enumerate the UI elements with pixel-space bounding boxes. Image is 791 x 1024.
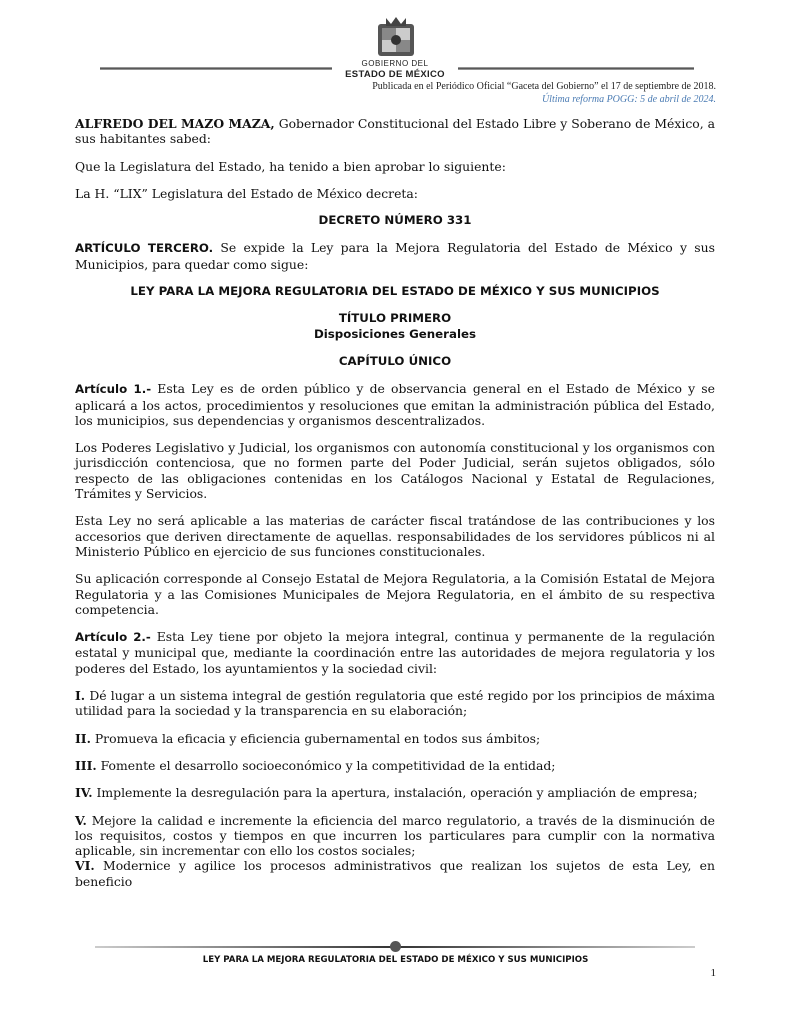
page-header bbox=[0, 0, 791, 110]
governor-paragraph: ALFREDO DEL MAZO MAZA, Gobernador Constitucional del Estado Libre y Soberano de México, a sus habitantes sabed: bbox=[75, 116, 715, 147]
government-label: GOBIERNO DEL bbox=[361, 59, 429, 68]
article-1-paragraph: Artículo 1.- Esta Ley es de orden público y de observancia general en el Estado de México y se aplicará a los actos, procedimientos y resoluciones que emitan la administración pública del Estado, los municipios, sus dependencias y organismos descentralizados. bbox=[75, 381, 715, 428]
article-1-paragraph-2: Los Poderes Legislativo y Judicial, los organismos con autonomía constitucional y los organismos con jurisdicción contenciosa, que no formen parte del Poder Judicial, serán sujetos obligados, sólo respecto de las obligaciones contenidas en los Catálogos Nacional y Estatal de Regulaciones, Trámites y Servicios. bbox=[75, 440, 715, 502]
article-2-paragraph: Artículo 2.- Esta Ley tiene por objeto la mejora integral, continua y permanente de la regulación estatal y municipal que, mediante la coordinación entre las autoridades de mejora regulatoria y los poderes del Estado, los ayuntamientos y la sociedad civil: bbox=[75, 629, 715, 676]
list-item: I. Dé lugar a un sistema integral de gestión regulatoria que esté regido por los principios de máxima utilidad para la sociedad y la transparencia en su elaboración; bbox=[75, 688, 715, 719]
decree-number: DECRETO NÚMERO 331 bbox=[318, 213, 472, 228]
list-item: IV. Implemente la desregulación para la apertura, instalación, operación y ampliación de empresa; bbox=[75, 785, 698, 801]
header-rule-left bbox=[100, 67, 332, 70]
list-item: III. Fomente el desarrollo socioeconómico y la competitividad de la entidad; bbox=[75, 757, 556, 773]
header-rule-right bbox=[458, 67, 694, 70]
last-reform-note: Última reforma POGG: 5 de abril de 2024. bbox=[541, 94, 716, 105]
legislature-paragraph: Que la Legislatura del Estado, ha tenido a bien aprobar lo siguiente: bbox=[75, 158, 506, 174]
article-2-label: Artículo 2.- bbox=[75, 630, 151, 645]
governor-name: ALFREDO DEL MAZO MAZA, bbox=[75, 116, 275, 131]
state-label: ESTADO DE MÉXICO bbox=[345, 69, 445, 80]
footer-ornament-icon bbox=[390, 941, 401, 952]
law-title: LEY PARA LA MEJORA REGULATORIA DEL ESTADO DE MÉXICO Y SUS MUNICIPIOS bbox=[130, 284, 660, 299]
page-number: 1 bbox=[710, 967, 716, 979]
title-name: Disposiciones Generales bbox=[313, 326, 477, 341]
state-seal-icon bbox=[373, 14, 419, 60]
chapter-heading: CAPÍTULO ÚNICO bbox=[338, 353, 452, 368]
document-body bbox=[75, 116, 715, 889]
list-item: II. Promueva la eficacia y eficiencia gubernamental en todos sus ámbitos; bbox=[75, 730, 541, 746]
article-1-paragraph-4: Su aplicación corresponde al Consejo Estatal de Mejora Regulatoria, a la Comisión Estatal de Mejora Regulatoria y a las Comisiones Municipales de Mejora Regulatoria, en el ámbito de su respectiva competencia. bbox=[75, 571, 715, 617]
article-1-label: Artículo 1.- bbox=[75, 382, 152, 397]
article-third-paragraph: ARTÍCULO TERCERO. Se expide la Ley para la Mejora Regulatoria del Estado de México y sus Municipios, para quedar como sigue: bbox=[75, 240, 715, 272]
footer-title: LEY PARA LA MEJORA REGULATORIA DEL ESTADO DE MÉXICO Y SUS MUNICIPIOS bbox=[202, 955, 589, 965]
decree-paragraph: La H. “LIX” Legislatura del Estado de México decreta: bbox=[75, 185, 418, 201]
list-item: V. Mejore la calidad e incremente la eficiencia del marco regulatorio, a través de la disminución de los requisitos, costos y tiempos en que incurren los particulares para cumplir con la normativa aplicable, sin incrementar con ello los costos sociales; bbox=[75, 812, 715, 859]
article-1-paragraph-3: Esta Ley no será aplicable a las materias de carácter fiscal tratándose de las contribuciones y los accesorios que deriven directamente de aquellas. responsabilidades de los servidores públicos ni al Ministerio Público en ejercicio de sus funciones constitucionales. bbox=[75, 513, 715, 559]
list-item: VI. Modernice y agilice los procesos administrativos que realizan los sujetos de esta Ley, en beneficio bbox=[75, 858, 715, 889]
publication-note: Publicada en el Periódico Oficial “Gaceta del Gobierno” el 17 de septiembre de 2018. bbox=[372, 81, 716, 92]
title-heading: TÍTULO PRIMERO bbox=[338, 311, 452, 326]
